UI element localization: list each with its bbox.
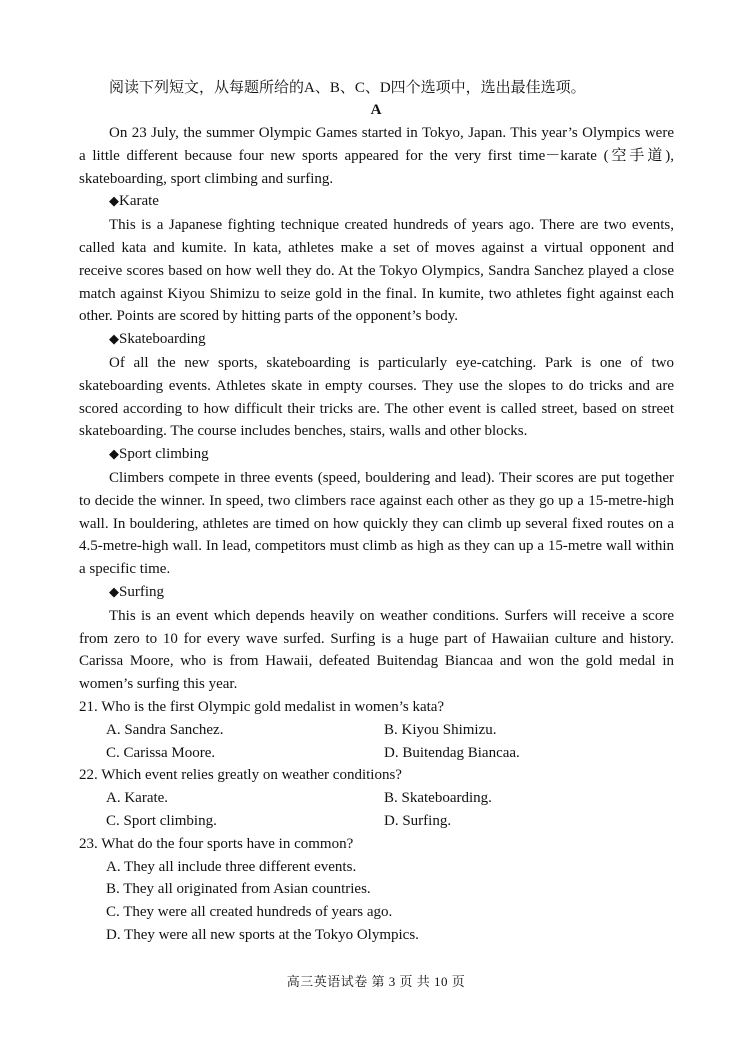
section-body-sport-climbing: Climbers compete in three events (speed, bouldering and lead). Their scores are put together to decide the winner. In speed, two climbers race against each other as they go up a 15-metre-high wall. In bouldering, athletes are timed on how quickly they can climb up several fixed routes on a 4.5-metre-high wall. In lead, competitors must climb as high as they can up a 15-metre wall within a specific time. bbox=[79, 469, 674, 578]
question-21-options-row-2 bbox=[79, 742, 674, 765]
section-heading-skateboarding: ◆Skateboarding bbox=[109, 331, 206, 348]
diamond-bullet-icon: ◆ bbox=[109, 194, 119, 210]
question-21-options-row-1 bbox=[79, 719, 674, 742]
option-23-a[interactable]: A. They all include three different events. bbox=[106, 858, 357, 875]
option-22-b[interactable]: B. Skateboarding. bbox=[384, 790, 492, 807]
option-22-c[interactable]: C. Sport climbing. bbox=[106, 812, 217, 829]
section-heading-sport-climbing: ◆Sport climbing bbox=[109, 446, 209, 463]
section-body-skateboarding: Of all the new sports, skateboarding is particularly eye-catching. Park is one of two skateboarding events. Athletes skate in empty courses. They use the slopes to do tricks and are scored according to how difficult their tricks are. The other event is called street, based on street skateboarding. The course includes benches, stairs, walls and other blocks. bbox=[79, 354, 674, 440]
question-22: 22. Which event relies greatly on weather conditions? bbox=[79, 767, 402, 784]
section-label: A bbox=[370, 102, 382, 118]
option-23-d[interactable]: D. They were all new sports at the Tokyo Olympics. bbox=[106, 926, 419, 943]
question-22-options-row-1 bbox=[79, 787, 674, 810]
section-heading-surfing: ◆Surfing bbox=[109, 583, 164, 600]
page-footer: 高三英语试卷 第 3 页 共 10 页 bbox=[286, 974, 466, 989]
option-21-c[interactable]: C. Carissa Moore. bbox=[106, 744, 216, 761]
question-23: 23. What do the four sports have in common? bbox=[79, 835, 354, 852]
question-21: 21. Who is the first Olympic gold medalist in women’s kata? bbox=[79, 698, 445, 715]
passage bbox=[79, 122, 674, 947]
option-21-a[interactable]: A. Sandra Sanchez. bbox=[106, 721, 224, 738]
option-23-b[interactable]: B. They all originated from Asian countries. bbox=[106, 881, 371, 898]
option-22-d[interactable]: D. Surfing. bbox=[384, 812, 452, 829]
option-21-b[interactable]: B. Kiyou Shimizu. bbox=[384, 721, 497, 738]
section-heading-karate: ◆Karate bbox=[109, 193, 159, 210]
section-body-surfing: This is an event which depends heavily on weather conditions. Surfers will receive a score from zero to 10 for every wave surfed. Surfing is a huge part of Hawaiian culture and history. Carissa Moore, who is from Hawaii, defeated Buitendag Biancaa and won the gold medal in women’s surfing this year. bbox=[79, 607, 674, 693]
option-21-d[interactable]: D. Buitendag Biancaa. bbox=[384, 744, 520, 761]
section-body-karate: This is a Japanese fighting technique created hundreds of years ago. There are two events, called kata and kumite. In kata, athletes make a set of moves against a virtual opponent and receive scores based on how well they do. At the Tokyo Olympics, Sandra Sanchez played a close match against Kiyou Shimizu to seize gold in the final. In kumite, two athletes fight against each other. Points are scored by hitting parts of the opponent’s body. bbox=[79, 217, 674, 325]
intro-paragraph: On 23 July, the summer Olympic Games started in Tokyo, Japan. This year’s Olympics were a little different because four new sports appeared for the very first time－karate (空手道), skateboarding, sport climbing and surfing. bbox=[79, 125, 674, 187]
diamond-bullet-icon: ◆ bbox=[109, 332, 119, 348]
diamond-bullet-icon: ◆ bbox=[109, 447, 119, 463]
option-22-a[interactable]: A. Karate. bbox=[106, 790, 169, 807]
option-23-c[interactable]: C. They were all created hundreds of years ago. bbox=[106, 904, 393, 921]
question-22-options-row-2 bbox=[79, 810, 674, 833]
diamond-bullet-icon: ◆ bbox=[109, 584, 119, 600]
instruction-text: 阅读下列短文，从每题所给的A、B、C、D四个选项中，选出最佳选项。 bbox=[109, 80, 586, 96]
